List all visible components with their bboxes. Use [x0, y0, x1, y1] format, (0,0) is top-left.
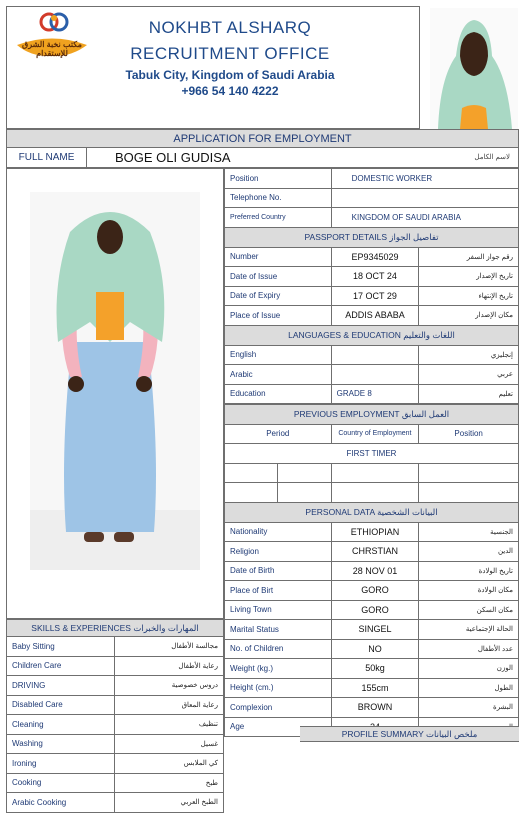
- arabic-arabic: عربي: [419, 365, 519, 385]
- children-value: NO: [331, 639, 419, 659]
- dob-label: Date of Birth: [225, 561, 332, 581]
- table-row: [225, 286, 519, 306]
- age-label: Age: [225, 717, 332, 737]
- job-table: [224, 168, 519, 228]
- table-row: [225, 208, 519, 228]
- children-arabic: عدد الأطفال: [419, 639, 519, 659]
- full-name-row: [6, 147, 519, 168]
- expiry-date-arabic: تاريخ الإنتهاء: [419, 286, 519, 306]
- table-row: [225, 384, 519, 404]
- children-label: No. of Children: [225, 639, 332, 659]
- table-row: [225, 698, 519, 718]
- application-title: APPLICATION FOR EMPLOYMENT: [6, 129, 519, 148]
- period-header: Period: [225, 424, 332, 444]
- preferred-country-label: Preferred Country: [225, 208, 332, 228]
- candidate-photo-portrait: [430, 8, 518, 129]
- issue-date-label: Date of Issue: [225, 267, 332, 287]
- table-row: [7, 695, 224, 715]
- arabic-value: [331, 365, 419, 385]
- table-row: [225, 306, 519, 326]
- religion-value: CHRSTIAN: [331, 542, 419, 562]
- place-of-issue-label: Place of Issue: [225, 306, 332, 326]
- office-name: NOKHBT ALSHARQ: [148, 18, 312, 37]
- nationality-label: Nationality: [225, 522, 332, 542]
- table-row: [225, 188, 519, 208]
- skill-baby-sitting-arabic: مجالسة الأطفال: [114, 637, 223, 657]
- skill-cooking-arabic: طبخ: [114, 773, 223, 793]
- table-row: [225, 620, 519, 640]
- english-arabic: إنجليزي: [419, 345, 519, 365]
- issue-date-value: 18 OCT 24: [331, 267, 419, 287]
- table-row: [7, 656, 224, 676]
- skills-section-title: SKILLS & EXPERIENCES المهارات والخبرات: [7, 620, 224, 637]
- logo-text: مكتب نخبة الشرق للإستقدام: [22, 40, 82, 58]
- passport-number-arabic: رقم جواز السفر: [419, 247, 519, 267]
- education-value: GRADE 8: [331, 384, 419, 404]
- table-row: [225, 659, 519, 679]
- table-row: [225, 267, 519, 287]
- table-row: [225, 542, 519, 562]
- living-town-value: GORO: [331, 600, 419, 620]
- languages-table: [224, 325, 519, 404]
- table-row: [225, 345, 519, 365]
- table-row: [7, 676, 224, 696]
- skill-arabic-cooking-label: Arabic Cooking: [7, 793, 115, 813]
- marital-status-arabic: الحالة الإجتماعية: [419, 620, 519, 640]
- table-row: [7, 637, 224, 657]
- dob-arabic: تاريخ الولادة: [419, 561, 519, 581]
- table-row: [7, 754, 224, 774]
- passport-table: [224, 227, 519, 326]
- table-row: [225, 678, 519, 698]
- height-value: 155cm: [331, 678, 419, 698]
- skill-arabic-cooking-arabic: الطبخ العربي: [114, 793, 223, 813]
- weight-label: Weight (kg.): [225, 659, 332, 679]
- skill-ironing-arabic: كي الملابس: [114, 754, 223, 774]
- personal-data-table: [224, 502, 519, 737]
- candidate-photo-full: [30, 192, 200, 570]
- complexion-value: BROWN: [331, 698, 419, 718]
- first-timer-note: FIRST TIMER: [225, 444, 519, 464]
- position-value: DOMESTIC WORKER: [331, 169, 518, 189]
- complexion-label: Complexion: [225, 698, 332, 718]
- table-row: [225, 463, 519, 483]
- expiry-date-label: Date of Expiry: [225, 286, 332, 306]
- height-label: Height (cm.): [225, 678, 332, 698]
- english-value: [331, 345, 419, 365]
- office-phone: +966 54 140 4222: [181, 84, 279, 98]
- skills-table: [6, 619, 224, 813]
- nationality-value: ETHIOPIAN: [331, 522, 419, 542]
- passport-number-value: EP9345029: [331, 247, 419, 267]
- living-town-arabic: مكان السكن: [419, 600, 519, 620]
- issue-date-arabic: تاريخ الإصدار: [419, 267, 519, 287]
- skill-ironing-label: Ironing: [7, 754, 115, 774]
- skill-children-care-arabic: رعاية الأطفال: [114, 656, 223, 676]
- skill-baby-sitting-label: Baby Sitting: [7, 637, 115, 657]
- marital-status-label: Marital Status: [225, 620, 332, 640]
- personal-data-title: PERSONAL DATA البيانات الشخصية: [225, 503, 519, 523]
- skill-driving-arabic: دروس خصوصية: [114, 676, 223, 696]
- dob-value: 28 NOV 01: [331, 561, 419, 581]
- skill-driving-label: DRIVING: [7, 676, 115, 696]
- passport-section-title: PASSPORT DETAILS تفاصيل الجواز: [225, 228, 519, 248]
- english-label: English: [225, 345, 332, 365]
- education-label: Education: [225, 384, 332, 404]
- table-row: [225, 169, 519, 189]
- place-of-birth-arabic: مكان الولادة: [419, 581, 519, 601]
- skill-disabled-care-label: Disabled Care: [7, 695, 115, 715]
- nationality-arabic: الجنسية: [419, 522, 519, 542]
- full-name-arabic-label: لاسم الكامل: [474, 154, 510, 161]
- complexion-arabic: البشرة: [419, 698, 519, 718]
- religion-arabic: الدين: [419, 542, 519, 562]
- table-row: [225, 483, 519, 503]
- skill-washing-arabic: غسيل: [114, 734, 223, 754]
- table-row: [7, 715, 224, 735]
- weight-value: 50kg: [331, 659, 419, 679]
- full-name-label: FULL NAME: [7, 148, 87, 167]
- place-of-issue-arabic: مكان الإصدار: [419, 306, 519, 326]
- table-row: [225, 581, 519, 601]
- expiry-date-value: 17 OCT 29: [331, 286, 419, 306]
- telephone-label: Telephone No.: [225, 188, 332, 208]
- languages-section-title: LANGUAGES & EDUCATION اللغات والتعليم: [225, 326, 519, 346]
- marital-status-value: SINGEL: [331, 620, 419, 640]
- place-of-issue-value: ADDIS ABABA: [331, 306, 419, 326]
- education-arabic: تعليم: [419, 384, 519, 404]
- profile-summary-title: PROFILE SUMMARY ملخص البيانات: [300, 726, 519, 742]
- living-town-label: Living Town: [225, 600, 332, 620]
- table-row: [225, 365, 519, 385]
- height-arabic: الطول: [419, 678, 519, 698]
- place-of-birth-label: Place of Birt: [225, 581, 332, 601]
- table-row: [7, 793, 224, 813]
- place-of-birth-value: GORO: [331, 581, 419, 601]
- country-header: Country of Employment: [331, 424, 419, 444]
- preferred-country-value: KINGDOM OF SAUDI ARABIA: [331, 208, 518, 228]
- full-name-value: BOGE OLI GUDISA: [115, 150, 231, 165]
- skill-disabled-care-arabic: رعاية المعاق: [114, 695, 223, 715]
- table-row: [225, 247, 519, 267]
- office-city: Tabuk City, Kingdom of Saudi Arabia: [125, 68, 335, 82]
- telephone-value: [331, 188, 518, 208]
- office-logo: [11, 12, 93, 62]
- weight-arabic: الوزن: [419, 659, 519, 679]
- previous-employment-title: PREVIOUS EMPLOYMENT العمل السابق: [225, 405, 519, 425]
- office-subtitle: RECRUITMENT OFFICE: [130, 44, 330, 63]
- table-row: [225, 639, 519, 659]
- table-row: [7, 773, 224, 793]
- table-row: [225, 522, 519, 542]
- passport-number-label: Number: [225, 247, 332, 267]
- skill-cooking-label: Cooking: [7, 773, 115, 793]
- skill-children-care-label: Children Care: [7, 656, 115, 676]
- position-header: Position: [419, 424, 519, 444]
- arabic-label: Arabic: [225, 365, 332, 385]
- table-row: [225, 561, 519, 581]
- skill-washing-label: Washing: [7, 734, 115, 754]
- skill-cleaning-arabic: تنظيف: [114, 715, 223, 735]
- position-label: Position: [225, 169, 332, 189]
- skill-cleaning-label: Cleaning: [7, 715, 115, 735]
- table-row: [7, 734, 224, 754]
- religion-label: Religion: [225, 542, 332, 562]
- table-row: [225, 600, 519, 620]
